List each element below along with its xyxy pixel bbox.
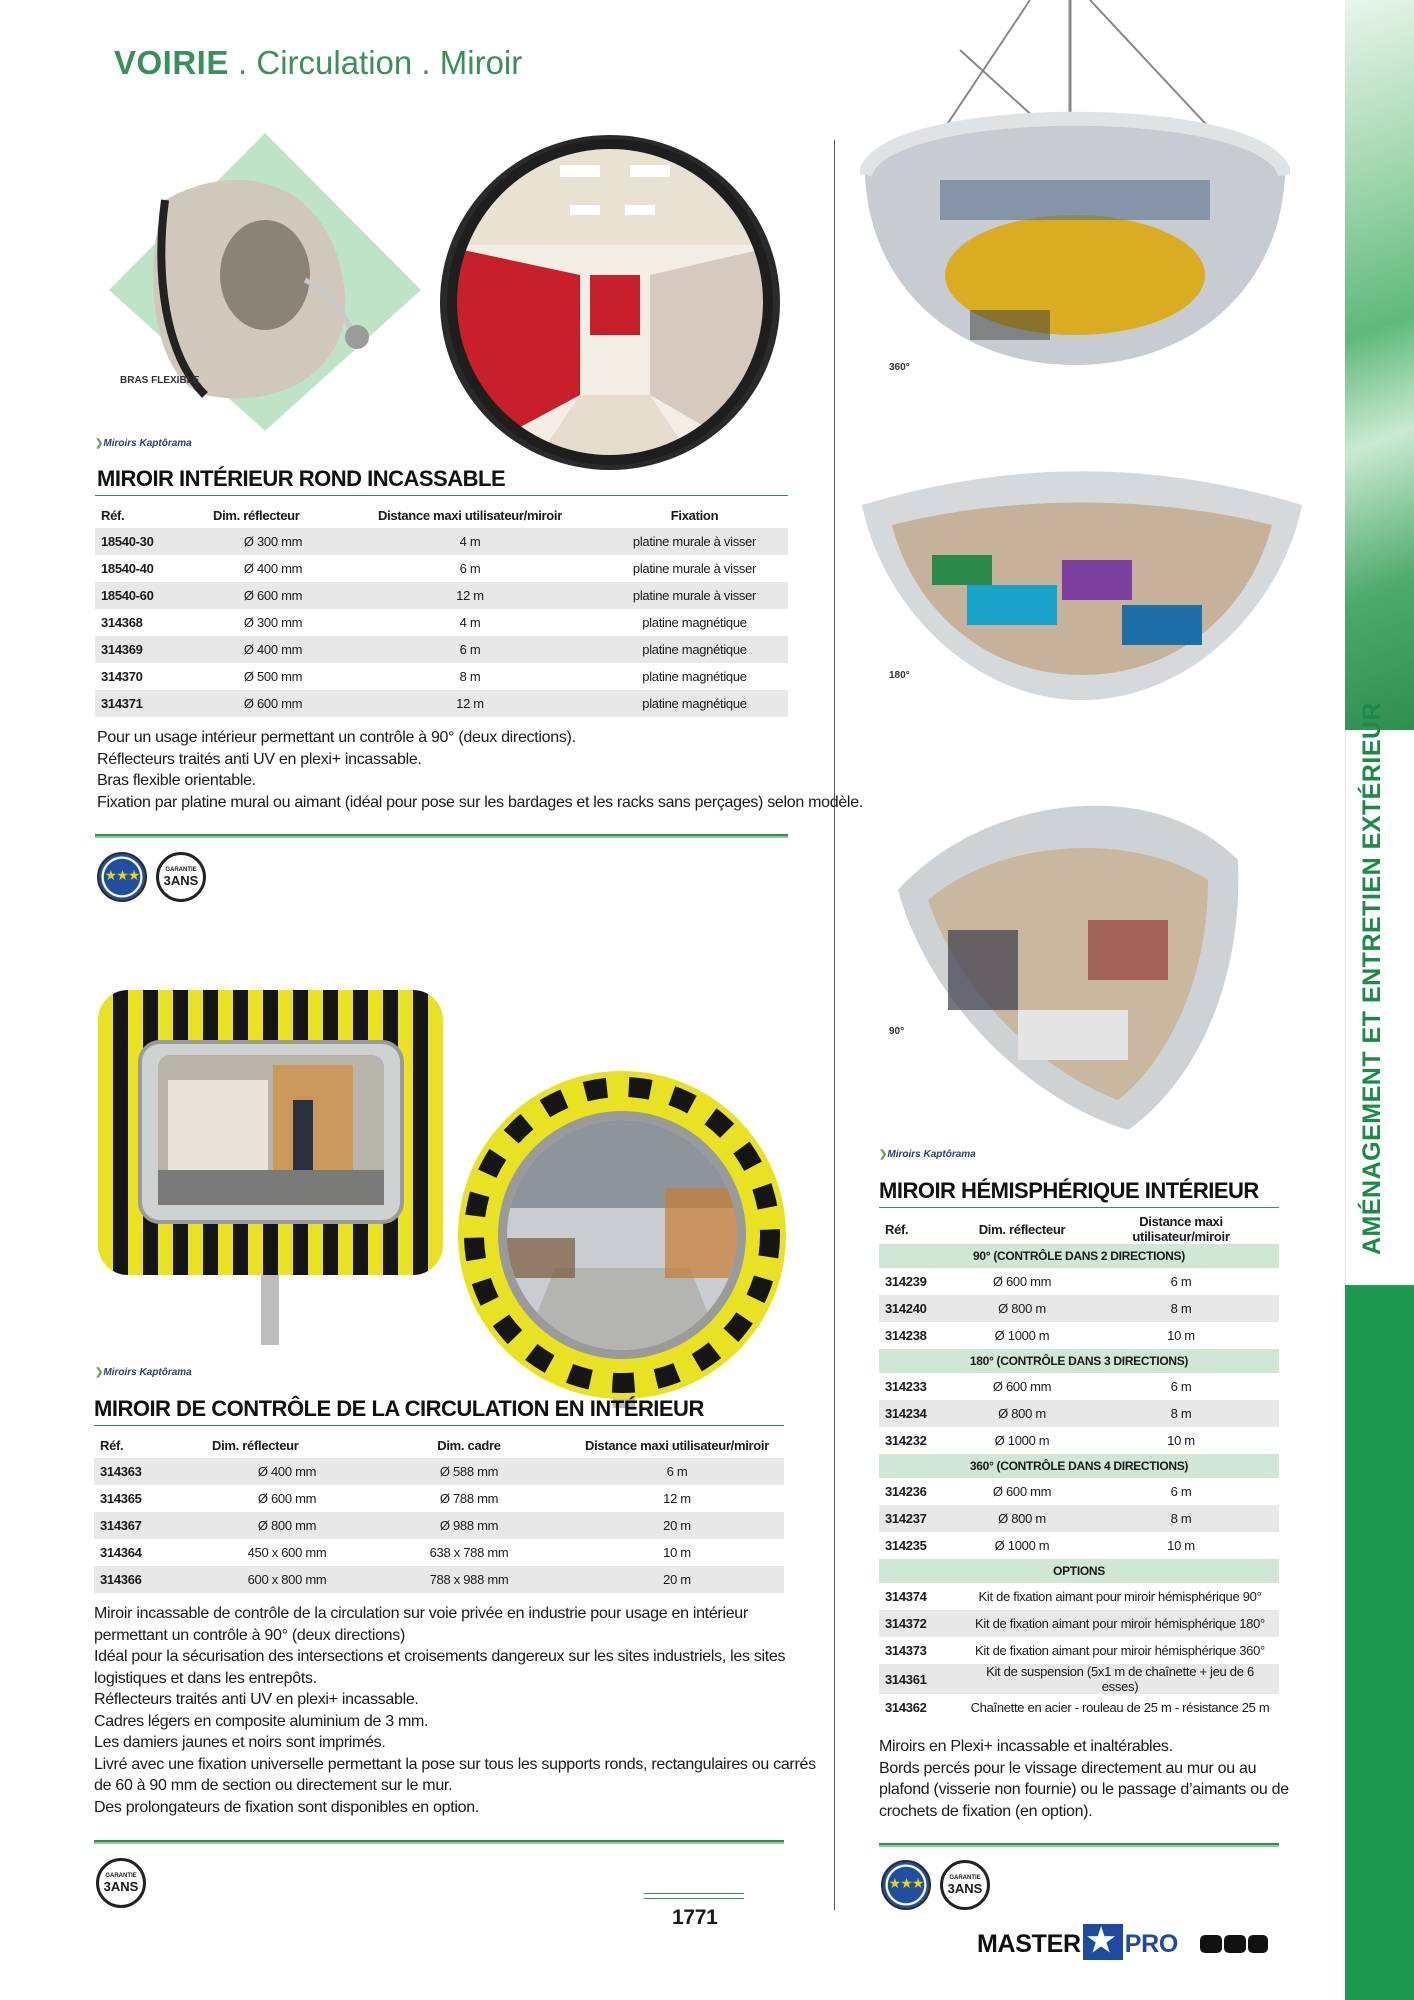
cell-distance: 10 m [1167, 1433, 1195, 1448]
guarantee-badge-icon [96, 1858, 146, 1908]
column-header: Fixation [670, 507, 719, 523]
description-line: Réflecteurs traités anti UV en plexi+ incassable. [94, 1691, 419, 1708]
product2-bottom-rule [94, 1840, 784, 1844]
description-line: Idéal pour la sécurisation des intersections et croisements dangereux sur les sites industriels, les sites [94, 1648, 786, 1665]
column-header: Réf. [100, 1437, 124, 1453]
product2-title-rule [94, 1425, 784, 1426]
cell-dim: Ø 600 mm [257, 1491, 317, 1506]
cell-dim: Ø 600 mm [207, 582, 339, 609]
flexible-arm-caption: BRAS FLEXIBLE [120, 375, 200, 386]
page-title [114, 44, 522, 82]
description-line: permettant un contrôle à 90° (deux directions) [94, 1626, 405, 1644]
rectangular-traffic-mirror-image [98, 990, 443, 1345]
table-row [879, 1478, 1279, 1505]
description-line: logistiques et dans les entrepôts. [94, 1669, 317, 1687]
cell-ref: 314370 [101, 669, 143, 684]
description-line: Livré avec une fixation universelle permettant la pose sur tous les supports ronds, rectangulaires ou carrés [94, 1755, 816, 1773]
cell-ref: 314371 [95, 690, 207, 717]
table-row [95, 690, 788, 717]
cell-fixation: platine magnétique [601, 636, 788, 663]
guarantee-badge-icon [156, 852, 206, 902]
guarantee-years: 3ANS [947, 1881, 983, 1896]
description-line: Réflecteurs traités anti UV en plexi+ incassable. [97, 750, 422, 768]
cell-option: Chaînette en acier - rouleau de 25 m - résistance 25 m [970, 1700, 1270, 1715]
product2-title: MIROIR DE CONTRÔLE DE LA CIRCULATION EN INTÉRIEUR [94, 1396, 704, 1421]
dome-90-caption: 90° [889, 1026, 905, 1037]
description-line: Cadres légers en composite aluminium de 3 mm. [94, 1712, 429, 1730]
cell-ref: 18540-40 [101, 561, 154, 576]
cell-dim: Ø 1000 m [994, 1538, 1050, 1553]
flexible-arm-mirror-image [95, 125, 425, 435]
cell-distance: 6 m [1170, 1379, 1192, 1394]
product1-table [95, 502, 788, 717]
round-mirror-store-image [440, 135, 780, 470]
description-line: Bords percés pour le vissage directement au mur ou au [879, 1759, 1257, 1777]
dome-90-mirror-image [888, 780, 1243, 1135]
cell-ref: 314374 [885, 1589, 927, 1604]
dome-180-caption: 180° [889, 670, 910, 681]
cell-ref: 314367 [94, 1512, 206, 1539]
star-logo-icon [1083, 1924, 1123, 1960]
table-row [94, 1512, 784, 1539]
cell-ref: 314240 [879, 1295, 961, 1322]
cell-dim: Ø 1000 m [994, 1328, 1050, 1343]
option-row [879, 1694, 1279, 1721]
cell-distance: 12 m [663, 1491, 691, 1506]
cell-ref: 314233 [885, 1379, 927, 1394]
guarantee-label: GARANTIE [105, 1873, 137, 1879]
product1-description [97, 727, 863, 813]
table-row [95, 582, 788, 609]
table-row [95, 528, 788, 555]
description-line: Pour un usage intérieur permettant un contrôle à 90° (deux directions). [97, 729, 576, 746]
cell-distance: 12 m [339, 582, 601, 609]
cell-ref: 314365 [100, 1491, 142, 1506]
cell-ref: 314236 [885, 1484, 927, 1499]
cell-option: Kit de fixation aimant pour miroir hémisphérique 90° [978, 1589, 1262, 1604]
cell-distance: 12 m [339, 690, 601, 717]
group-header-row [879, 1349, 1279, 1373]
dome-360-mirror-image [860, 0, 1290, 365]
cell-distance: 8 m [1083, 1505, 1279, 1532]
group-header-row [879, 1244, 1279, 1268]
cell-ref: 314235 [885, 1538, 927, 1553]
cell-dim: 600 x 800 mm [206, 1566, 368, 1593]
table-row [879, 1322, 1279, 1349]
cell-distance: 6 m [459, 561, 481, 576]
cell-distance: 8 m [459, 669, 481, 684]
table-row [879, 1427, 1279, 1454]
cell-fixation: platine murale à visser [632, 561, 757, 576]
eu-badge-icon [97, 852, 147, 902]
guarantee-years: 3ANS [103, 1879, 139, 1894]
product2-description [94, 1603, 816, 1818]
option-row [879, 1583, 1279, 1610]
cell-dim: Ø 600 mm [992, 1274, 1052, 1289]
cell-distance: 10 m [1167, 1328, 1195, 1343]
cell-distance: 6 m [570, 1458, 784, 1485]
product1-title-rule [95, 495, 788, 496]
table-header-row [95, 502, 788, 528]
product3-description [879, 1736, 1289, 1822]
table-row [94, 1485, 784, 1512]
cell-ref: 314373 [885, 1643, 927, 1658]
options-header-row [879, 1559, 1279, 1583]
table-row [879, 1295, 1279, 1322]
column-header: Dim. réflecteur [978, 1221, 1066, 1237]
product3-table [879, 1214, 1279, 1721]
cell-dim: Ø 400 mm [206, 1458, 368, 1485]
table-header-row [94, 1432, 784, 1458]
cell-distance: 10 m [663, 1545, 691, 1560]
description-line: Fixation par platine mural ou aimant (idéal pour pose sur les bardages et les racks sans perçages) selon modèle. [97, 793, 863, 811]
cell-frame: Ø 988 mm [368, 1512, 570, 1539]
logo-left-text: MASTER [977, 1930, 1081, 1958]
cell-dim: Ø 1000 m [994, 1433, 1050, 1448]
option-row [879, 1637, 1279, 1664]
cell-distance: 6 m [339, 636, 601, 663]
product3-title-rule [879, 1207, 1279, 1208]
description-line: plafond (visserie non fournie) ou le passage d’aimants ou de [879, 1781, 1289, 1798]
cell-distance: 6 m [1170, 1484, 1192, 1499]
cell-ref: 314234 [879, 1400, 961, 1427]
table-row [95, 663, 788, 690]
cell-ref: 314363 [94, 1458, 206, 1485]
cell-dim: Ø 300 mm [207, 528, 339, 555]
table-row [95, 636, 788, 663]
logo-right-text: PRO [1124, 1930, 1179, 1958]
cell-distance: 8 m [1083, 1295, 1279, 1322]
footer-rule [644, 1893, 744, 1899]
product3-bottom-rule [879, 1843, 1279, 1847]
table-row [94, 1566, 784, 1593]
side-band-decoration [1345, 0, 1414, 730]
cell-dim: Ø 600 mm [992, 1484, 1052, 1499]
product1-bottom-rule [95, 834, 788, 838]
cell-frame: Ø 588 mm [368, 1458, 570, 1485]
cell-ref: 314362 [885, 1700, 927, 1715]
table-header-row [879, 1214, 1279, 1244]
cell-frame: 788 x 988 mm [368, 1566, 570, 1593]
cell-dim: Ø 800 m [961, 1295, 1083, 1322]
table-row [879, 1268, 1279, 1295]
page-number: 1771 [672, 1906, 718, 1929]
guarantee-years: 3ANS [163, 873, 199, 888]
product1-title: MIROIR INTÉRIEUR ROND INCASSABLE [97, 466, 506, 491]
description-line: Bras flexible orientable. [97, 772, 256, 789]
column-header: Dim. réflecteur [213, 507, 300, 523]
decorative-dot-icon [1224, 1935, 1246, 1953]
table-row [879, 1505, 1279, 1532]
column-header: Dim. réflecteur [212, 1437, 299, 1453]
cell-fixation: platine murale à visser [601, 528, 788, 555]
cell-fixation: platine magnétique [601, 690, 788, 717]
description-line: Des prolongateurs de fixation sont disponibles en option. [94, 1798, 479, 1816]
table-row [879, 1400, 1279, 1427]
product2-table [94, 1432, 784, 1593]
cell-dim: Ø 800 mm [206, 1512, 368, 1539]
column-header: Réf. [885, 1221, 909, 1237]
cell-ref: 314237 [879, 1505, 961, 1532]
cell-option: Kit de fixation aimant pour miroir hémisphérique 360° [975, 1643, 1265, 1658]
cell-ref: 314361 [879, 1664, 961, 1694]
column-header: Distance maxi utilisateur/miroir [584, 1437, 770, 1453]
cell-frame: Ø 788 mm [439, 1491, 499, 1506]
eu-stars: ★★★ [888, 1875, 924, 1891]
cell-distance: 4 m [339, 528, 601, 555]
brand-label: ❯ Miroirs Kaptôrama [95, 438, 192, 449]
table-row [879, 1373, 1279, 1400]
cell-ref: 314364 [100, 1545, 142, 1560]
cell-fixation: platine murale à visser [601, 582, 788, 609]
option-row [879, 1664, 1279, 1694]
cell-distance: 6 m [1170, 1274, 1192, 1289]
masterpro-logo [977, 1924, 1178, 1960]
round-traffic-mirror-image [455, 1068, 790, 1408]
column-header: Réf. [101, 507, 125, 523]
decorative-dot-icon [1248, 1935, 1268, 1953]
cell-dim: Ø 600 mm [207, 690, 339, 717]
options-label: OPTIONS [879, 1559, 1279, 1583]
table-row [94, 1458, 784, 1485]
column-header: Distance maxi utilisateur/miroir [1132, 1214, 1230, 1244]
cell-distance: 4 m [459, 615, 481, 630]
cell-option: Kit de fixation aimant pour miroir hémisphérique 180° [961, 1610, 1279, 1637]
cell-distance: 20 m [570, 1512, 784, 1539]
group-label: 180° (CONTRÔLE DANS 3 DIRECTIONS) [879, 1349, 1279, 1373]
brand-label: ❯ Miroirs Kaptôrama [879, 1149, 976, 1160]
cell-dim: Ø 400 mm [243, 561, 303, 576]
guarantee-label: GARANTIE [165, 867, 197, 873]
cell-fixation: platine magnétique [642, 669, 747, 684]
side-band-green [1345, 1285, 1414, 2000]
dome-360-caption: 360° [889, 362, 910, 373]
guarantee-label: GARANTIE [949, 1875, 981, 1881]
group-header-row [879, 1454, 1279, 1478]
side-section-label [1358, 1215, 1387, 1255]
product3-title: MIROIR HÉMISPHÉRIQUE INTÉRIEUR [879, 1178, 1259, 1203]
table-row [94, 1539, 784, 1566]
cell-ref: 314369 [95, 636, 207, 663]
group-label: 360° (CONTRÔLE DANS 4 DIRECTIONS) [879, 1454, 1279, 1478]
cell-option: Kit de suspension (5x1 m de chaînette + jeu de 6 esses) [961, 1664, 1279, 1694]
cell-dim: Ø 300 mm [243, 615, 303, 630]
eu-stars: ★★★ [104, 867, 140, 883]
cell-fixation: platine magnétique [642, 615, 747, 630]
cell-dim: Ø 800 m [961, 1505, 1083, 1532]
decorative-dot-icon [1200, 1935, 1222, 1953]
cell-distance: 20 m [570, 1566, 784, 1593]
column-divider [834, 140, 835, 1910]
eu-badge-icon [881, 1860, 931, 1910]
page-title-subcategory: . Circulation . Miroir [228, 44, 523, 81]
cell-dim: Ø 500 mm [243, 669, 303, 684]
cell-distance: 10 m [1167, 1538, 1195, 1553]
cell-ref: 18540-60 [95, 582, 207, 609]
description-line: crochets de fixation (en option). [879, 1802, 1093, 1820]
cell-dim: 450 x 600 mm [247, 1545, 327, 1560]
cell-ref: 314372 [879, 1610, 961, 1637]
brand-label: ❯ Miroirs Kaptôrama [95, 1367, 192, 1378]
column-header: Distance maxi utilisateur/miroir [377, 507, 563, 523]
cell-ref: 18540-30 [95, 528, 207, 555]
table-row [95, 609, 788, 636]
description-line: Miroirs en Plexi+ incassable et inaltérables. [879, 1738, 1173, 1755]
cell-ref: 314239 [885, 1274, 927, 1289]
description-line: de 60 à 90 mm de section ou directement sur le mur. [94, 1777, 453, 1794]
cell-frame: 638 x 788 mm [429, 1545, 509, 1560]
table-row [879, 1532, 1279, 1559]
cell-ref: 314366 [94, 1566, 206, 1593]
description-line: Les damiers jaunes et noirs sont imprimés. [94, 1734, 386, 1751]
cell-distance: 8 m [1083, 1400, 1279, 1427]
cell-dim: Ø 600 mm [992, 1379, 1052, 1394]
table-row [95, 555, 788, 582]
dome-180-mirror-image [862, 465, 1302, 700]
cell-dim: Ø 800 m [961, 1400, 1083, 1427]
cell-dim: Ø 400 mm [207, 636, 339, 663]
guarantee-badge-icon [940, 1860, 990, 1910]
group-label: 90° (CONTRÔLE DANS 2 DIRECTIONS) [879, 1244, 1279, 1268]
cell-ref: 314232 [885, 1433, 927, 1448]
option-row [879, 1610, 1279, 1637]
cell-ref: 314368 [101, 615, 143, 630]
column-header: Dim. cadre [437, 1437, 501, 1453]
cell-ref: 314238 [885, 1328, 927, 1343]
page-title-category: VOIRIE [114, 44, 229, 81]
description-line: Miroir incassable de contrôle de la circulation sur voie privée en industrie pour usage en intérieur [94, 1605, 748, 1622]
